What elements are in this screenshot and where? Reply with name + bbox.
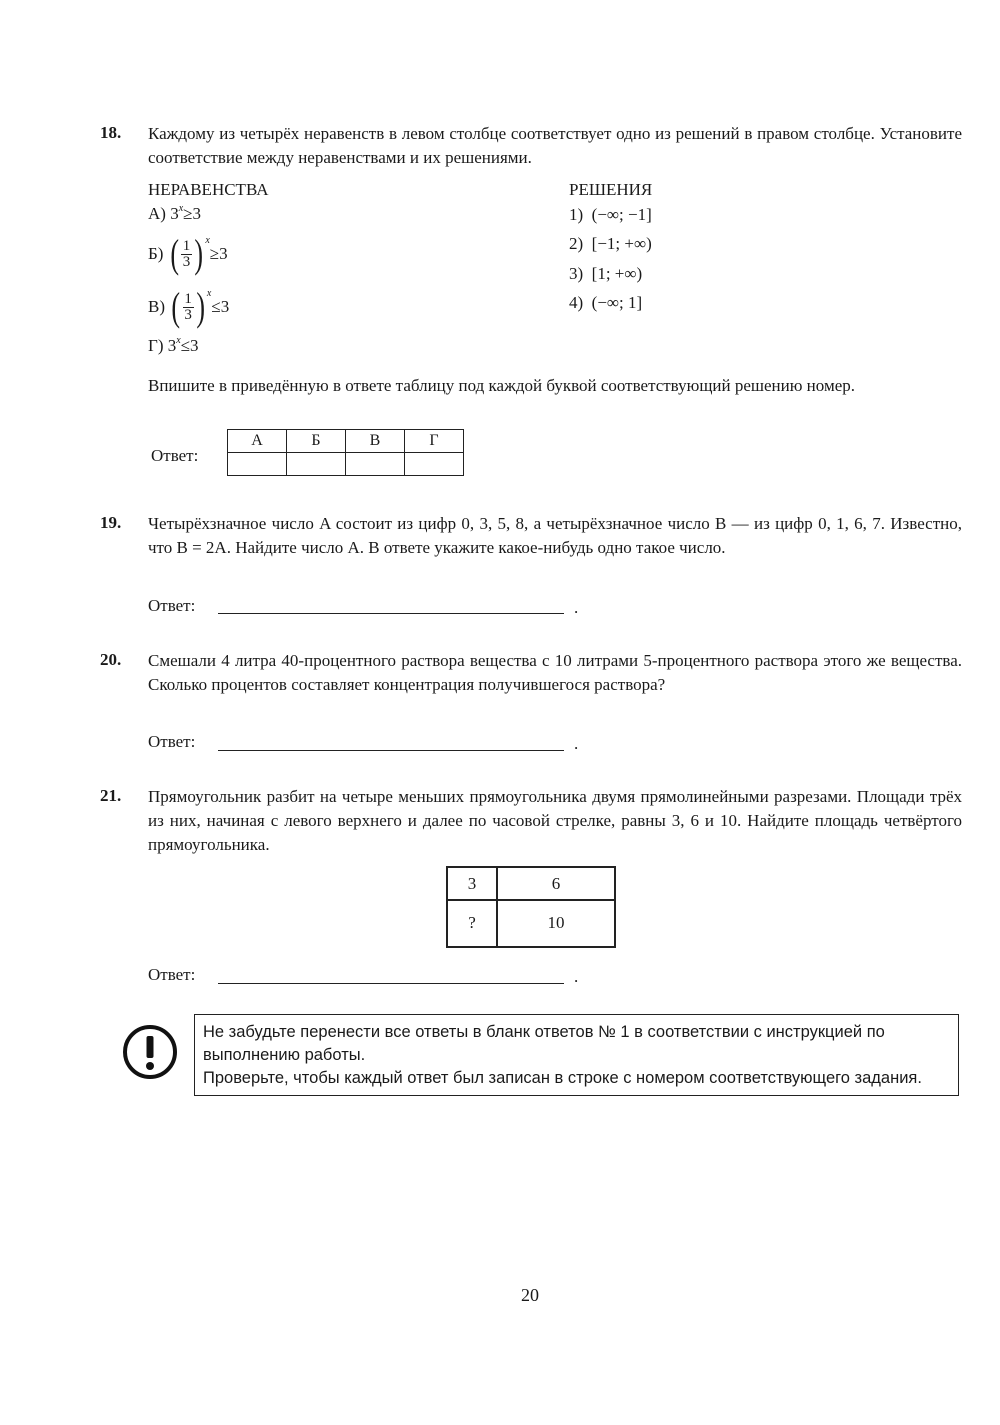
task-18-answer-label: Ответ: [151,446,199,465]
notice-line-2: Проверьте, чтобы каждый ответ был записан в строке с номером соответствующего задания. [203,1069,922,1087]
solution-interval: [1; +∞) [591,264,643,283]
left-paren: ( [170,231,179,276]
task-20-answer-label: Ответ: [148,732,196,751]
left-paren: ( [171,284,181,329]
task-18-instruction: Впишите в приведённую в ответе таблицу под каждой буквой соответствующий решению номер. [148,376,856,395]
task-18-text: Каждому из четырёх неравенств в левом столбце соответствует одно из решений в правом столбце. Установите соответствие между неравенствами и их решениями. [148,124,962,167]
solution-interval: [−1; +∞) [591,234,652,253]
solution-label: 4) [569,293,584,312]
inequality-exponent: x [178,202,184,214]
cell-bottom-left: ? [468,913,476,932]
task-21-answer-label: Ответ: [148,965,196,984]
exclamation-circle-icon [122,1024,178,1080]
inequality-operator: ≥ [209,244,220,263]
inequality-g [148,336,199,356]
inequality-b [148,232,228,276]
inequality-label: Б) [148,244,164,263]
answer-cell-b[interactable] [287,453,346,476]
solution-label: 2) [569,234,584,253]
solutions-header: РЕШЕНИЯ [569,180,653,199]
task-18-answer-table [227,429,464,476]
inequality-label: В) [148,297,165,316]
inequality-exponent: x [176,334,181,346]
answer-cell-a[interactable] [228,453,287,476]
right-paren: ) [195,284,205,329]
fraction-denominator: 3 [184,306,192,323]
inequality-rhs: 3 [220,297,230,316]
task-19-number: 19. [100,513,122,532]
fraction-numerator: 1 [184,290,192,307]
inequality-exponent: x [205,234,210,246]
notice-box [194,1014,959,1096]
fraction [183,292,194,323]
notice-line-1: Не забудьте перенести все ответы в бланк ответов № 1 в соответствии с инструкцией по выполнению работы. [203,1023,885,1064]
inequality-rhs: 3 [219,244,228,263]
solution-1 [569,205,652,225]
task-21-text: Прямоугольник разбит на четыре меньших прямоугольника двумя прямолинейными разрезами. Площади трёх из них, начиная с левого верхнего и далее по часовой стрелке, равны 3, 6 и 10. Найдите площадь четвёртого прямоугольника. [148,787,962,854]
task-21-number: 21. [100,786,122,805]
cell-bottom-right: 10 [547,913,565,932]
inequality-operator: ≤ [180,336,191,355]
task-20-text: Смешали 4 литра 40-процентного раствора вещества с 10 литрами 5-процентного раствора этого же вещества. Сколько процентов составляет концентрация получившегося раствора? [148,651,962,694]
cell-top-right: 6 [551,874,561,893]
inequality-v [148,285,229,329]
horizontal-cut [448,899,614,901]
inequality-label: Г) [148,336,164,355]
task-19-answer-dot: . [574,598,579,617]
inequalities-header: НЕРАВЕНСТВА [148,180,269,199]
fraction-denominator: 3 [182,253,191,270]
task-20-answer-line[interactable] [218,749,564,751]
solution-4 [569,293,642,313]
solution-interval: (−∞; 1] [591,293,643,312]
task-20-answer-dot: . [574,734,579,753]
task-21-answer-dot: . [574,967,579,986]
inequality-base: 3 [170,204,179,223]
task-20-number: 20. [100,650,122,669]
task-19-answer-label: Ответ: [148,596,196,615]
inequality-rhs: 3 [190,336,199,355]
task-19-text: Четырёхзначное число A состоит из цифр 0, 3, 5, 8, а четырёхзначное число B — из цифр 0, 1, 6, 7. Известно, что B = 2A. Найдите число A. В ответе укажите какое-нибудь одно такое число. [148,514,962,557]
inequality-rhs: 3 [192,204,201,223]
table-header-g: Г [405,430,464,453]
solution-3 [569,264,642,284]
cell-top-left: 3 [467,874,477,893]
inequality-a [148,204,201,224]
solution-2 [569,234,652,254]
table-header-a: А [228,430,287,453]
answer-cell-v[interactable] [346,453,405,476]
inequality-base: 3 [167,336,177,355]
rectangle-diagram [446,866,616,948]
task-18-number: 18. [100,123,122,142]
inequality-operator: ≥ [183,204,193,223]
page-number: 20 [521,1285,539,1305]
task-21-answer-line[interactable] [218,982,564,984]
solution-label: 3) [569,264,584,283]
inequality-exponent: x [206,287,212,299]
task-19-answer-line[interactable] [218,612,564,614]
table-header-b: Б [287,430,346,453]
fraction-numerator: 1 [182,237,191,254]
fraction [181,239,192,270]
answer-cell-g[interactable] [405,453,464,476]
inequality-label: А) [148,204,166,223]
inequality-operator: ≤ [211,297,221,316]
solution-label: 1) [569,205,584,224]
table-header-v: В [346,430,405,453]
right-paren: ) [194,231,204,276]
solution-interval: (−∞; −1] [591,205,652,224]
